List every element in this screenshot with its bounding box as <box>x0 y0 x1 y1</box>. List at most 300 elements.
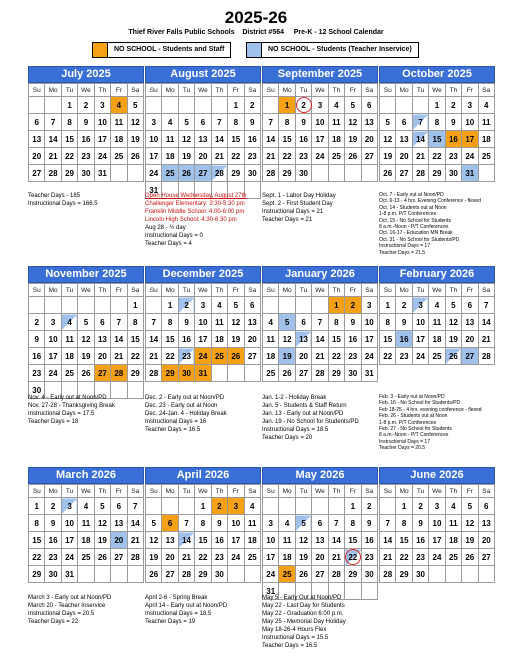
day-cell: 3 <box>228 498 244 515</box>
day-of-week-header: Fr <box>111 485 127 498</box>
day-cell: 8 <box>396 515 412 532</box>
day-cell: 17 <box>263 549 279 566</box>
day-cell: 2 <box>412 498 428 515</box>
month-title: November 2025 <box>28 266 144 283</box>
note-line: April 2-6 - Spring Break <box>145 595 208 601</box>
day-cell: 26 <box>94 549 110 566</box>
note-line: May 18-26-4 Hours Flex <box>262 627 327 633</box>
note-line: Feb. 27 - No School for Students <box>379 426 452 433</box>
note-line: Nov. 27-28 - Thanksgiving Break <box>28 403 115 409</box>
day-of-week-header: We <box>312 284 328 297</box>
day-cell: 3 <box>94 97 110 114</box>
empty-day-cell <box>295 498 311 515</box>
day-cell: 27 <box>312 566 328 583</box>
day-cell: 19 <box>228 331 244 348</box>
day-cell: 30 <box>412 566 428 583</box>
day-cell: 15 <box>127 331 143 348</box>
month-grid <box>262 484 378 600</box>
empty-day-cell <box>478 566 494 583</box>
day-of-week-header: Su <box>263 84 279 97</box>
day-cell: 2 <box>178 297 194 314</box>
day-cell: 8 <box>29 515 45 532</box>
month-grid <box>379 484 495 583</box>
empty-day-cell <box>361 165 377 182</box>
empty-day-cell <box>45 297 61 314</box>
month-notes <box>379 192 503 256</box>
day-cell: 15 <box>380 331 396 348</box>
day-of-week-header: Mo <box>279 485 295 498</box>
day-cell: 27 <box>396 165 412 182</box>
day-cell: 5 <box>78 314 94 331</box>
day-cell: 3 <box>45 314 61 331</box>
day-of-week-header: We <box>78 84 94 97</box>
day-cell: 11 <box>211 314 227 331</box>
day-of-week-header: Tu <box>412 84 428 97</box>
month-calendar <box>262 66 378 182</box>
day-cell: 15 <box>29 532 45 549</box>
note-line: Teacher Days = 21.5 <box>379 249 425 256</box>
day-cell: 14 <box>412 131 428 148</box>
day-cell: 24 <box>94 148 110 165</box>
day-of-week-header: Mo <box>45 485 61 498</box>
day-cell: 23 <box>345 348 361 365</box>
day-cell: 30 <box>244 165 260 182</box>
day-cell: 25 <box>429 348 445 365</box>
day-cell: 21 <box>111 348 127 365</box>
day-cell: 24 <box>361 348 377 365</box>
day-of-week-header: We <box>312 84 328 97</box>
day-cell: 3 <box>412 297 428 314</box>
day-cell: 22 <box>345 549 361 566</box>
day-cell: 27 <box>29 165 45 182</box>
day-cell: 19 <box>127 131 143 148</box>
note-line: Jan. 5 - Students & Staff Return <box>262 403 347 409</box>
day-cell: 24 <box>146 165 162 182</box>
day-cell: 1 <box>127 297 143 314</box>
day-cell: 4 <box>328 97 344 114</box>
month-calendar <box>145 66 261 199</box>
day-cell: 6 <box>29 114 45 131</box>
day-cell: 4 <box>263 314 279 331</box>
day-cell: 5 <box>127 97 143 114</box>
day-cell: 17 <box>429 532 445 549</box>
day-of-week-header: Mo <box>162 485 178 498</box>
day-cell: 7 <box>127 498 143 515</box>
day-cell: 22 <box>195 549 211 566</box>
day-cell: 6 <box>361 97 377 114</box>
day-cell: 16 <box>211 532 227 549</box>
day-cell: 29 <box>61 165 77 182</box>
note-line: 1-8 p.m. P/T Conferences <box>379 211 437 218</box>
month-grid <box>28 83 144 182</box>
legend-no-school-all <box>92 42 231 58</box>
empty-day-cell <box>178 498 194 515</box>
day-cell: 11 <box>478 114 494 131</box>
day-cell: 12 <box>445 314 461 331</box>
day-of-week-header: We <box>429 485 445 498</box>
day-cell: 16 <box>45 532 61 549</box>
day-cell: 4 <box>211 297 227 314</box>
day-cell: 8 <box>380 314 396 331</box>
day-of-week-header: Su <box>146 284 162 297</box>
month-notes <box>145 594 269 626</box>
day-cell: 23 <box>295 148 311 165</box>
day-cell: 17 <box>228 532 244 549</box>
day-cell: 28 <box>178 566 194 583</box>
day-cell: 14 <box>312 331 328 348</box>
empty-day-cell <box>228 566 244 583</box>
day-of-week-header: Th <box>94 485 110 498</box>
month-grid <box>28 283 144 399</box>
day-cell: 28 <box>328 566 344 583</box>
empty-day-cell <box>478 165 494 182</box>
day-cell: 26 <box>295 566 311 583</box>
day-cell: 2 <box>445 97 461 114</box>
day-cell: 26 <box>279 365 295 382</box>
day-cell: 1 <box>279 97 295 114</box>
day-cell: 6 <box>312 515 328 532</box>
day-cell: 14 <box>380 532 396 549</box>
day-cell: 29 <box>162 365 178 382</box>
day-cell: 1 <box>345 498 361 515</box>
day-cell: 16 <box>445 131 461 148</box>
day-cell: 10 <box>45 331 61 348</box>
day-cell: 14 <box>263 131 279 148</box>
day-of-week-header: Mo <box>396 485 412 498</box>
day-of-week-header: Sa <box>127 284 143 297</box>
day-cell: 18 <box>478 131 494 148</box>
note-line: Oct. 31 - No School for Students/PD <box>379 236 460 243</box>
day-cell: 9 <box>396 314 412 331</box>
month-calendar <box>28 266 144 399</box>
day-cell: 17 <box>312 131 328 148</box>
empty-day-cell <box>146 297 162 314</box>
note-line: Jan. 19 - No School for Students/PD <box>262 419 359 425</box>
day-cell: 28 <box>127 549 143 566</box>
day-cell: 15 <box>162 331 178 348</box>
day-cell: 16 <box>361 532 377 549</box>
month-notes <box>28 594 152 626</box>
day-cell: 18 <box>244 532 260 549</box>
day-cell: 23 <box>361 549 377 566</box>
day-cell: 10 <box>61 515 77 532</box>
note-line: Teacher Days = 20.5 <box>379 445 425 452</box>
day-cell: 9 <box>412 515 428 532</box>
day-cell: 13 <box>162 532 178 549</box>
day-cell: 7 <box>263 114 279 131</box>
day-cell: 4 <box>244 498 260 515</box>
calendar-name: Pre-K - 12 School Calendar <box>293 29 384 36</box>
day-of-week-header: Sa <box>361 485 377 498</box>
day-cell: 15 <box>429 131 445 148</box>
day-cell: 29 <box>127 365 143 382</box>
month-calendar <box>28 66 144 182</box>
day-cell: 25 <box>279 566 295 583</box>
day-cell: 12 <box>380 131 396 148</box>
empty-day-cell <box>328 498 344 515</box>
month-grid <box>262 83 378 182</box>
day-cell: 18 <box>279 549 295 566</box>
month-title: May 2026 <box>262 467 378 484</box>
day-cell: 5 <box>380 114 396 131</box>
day-cell: 1 <box>228 97 244 114</box>
note-line: 8 a.m.-Noon - P/T Conferences <box>379 224 449 231</box>
day-cell: 20 <box>462 331 478 348</box>
day-cell: 29 <box>328 365 344 382</box>
day-cell: 3 <box>361 297 377 314</box>
day-cell: 16 <box>412 532 428 549</box>
day-cell: 13 <box>244 314 260 331</box>
day-cell: 17 <box>412 331 428 348</box>
day-cell: 7 <box>111 314 127 331</box>
day-of-week-header: We <box>429 84 445 97</box>
day-cell: 14 <box>45 131 61 148</box>
empty-day-cell <box>195 97 211 114</box>
note-line: Oct. 7 - Early out at Noon/PD <box>379 192 444 198</box>
day-cell: 4 <box>478 97 494 114</box>
note-line: Open House Wednesday, August 27th <box>145 193 247 199</box>
day-cell: 24 <box>429 549 445 566</box>
day-cell: 19 <box>146 549 162 566</box>
empty-day-cell <box>396 97 412 114</box>
day-cell: 2 <box>29 314 45 331</box>
day-cell: 28 <box>111 365 127 382</box>
day-cell: 16 <box>29 348 45 365</box>
day-cell: 22 <box>396 549 412 566</box>
day-cell: 1 <box>396 498 412 515</box>
day-of-week-header: Th <box>445 485 461 498</box>
day-cell: 11 <box>78 515 94 532</box>
day-cell: 13 <box>396 131 412 148</box>
day-cell: 9 <box>361 515 377 532</box>
empty-day-cell <box>263 297 279 314</box>
day-cell: 15 <box>228 131 244 148</box>
day-of-week-header: Th <box>328 84 344 97</box>
day-cell: 29 <box>195 566 211 583</box>
day-of-week-header: Tu <box>295 485 311 498</box>
day-cell: 31 <box>263 583 279 600</box>
note-line: Instructional Days = 17.5 <box>28 411 95 417</box>
day-cell: 29 <box>345 566 361 583</box>
day-cell: 25 <box>328 148 344 165</box>
day-cell: 17 <box>61 532 77 549</box>
month-notes <box>262 192 386 224</box>
day-cell: 12 <box>127 114 143 131</box>
month-title: April 2026 <box>145 467 261 484</box>
empty-day-cell <box>312 297 328 314</box>
day-cell: 25 <box>263 365 279 382</box>
day-of-week-header: We <box>312 485 328 498</box>
day-cell: 21 <box>127 532 143 549</box>
day-of-week-header: Tu <box>61 84 77 97</box>
empty-day-cell <box>295 297 311 314</box>
day-cell: 30 <box>78 165 94 182</box>
day-cell: 27 <box>94 365 110 382</box>
day-cell: 1 <box>162 297 178 314</box>
day-cell: 20 <box>29 148 45 165</box>
note-line: Dec. 2 - Early out at Noon/PD <box>145 395 225 401</box>
day-cell: 30 <box>45 566 61 583</box>
month-title: August 2025 <box>145 66 261 83</box>
day-of-week-header: Sa <box>244 485 260 498</box>
legend-blue-swatch <box>247 43 262 57</box>
day-cell: 7 <box>412 114 428 131</box>
note-line: Instructional Days = 166.5 <box>28 201 98 207</box>
day-cell: 6 <box>111 498 127 515</box>
month-calendar <box>145 266 261 382</box>
day-cell: 12 <box>279 331 295 348</box>
empty-day-cell <box>312 498 328 515</box>
day-cell: 10 <box>412 314 428 331</box>
day-cell: 9 <box>244 114 260 131</box>
day-of-week-header: Th <box>211 284 227 297</box>
day-cell: 8 <box>127 314 143 331</box>
day-cell: 23 <box>244 148 260 165</box>
day-cell: 2 <box>211 498 227 515</box>
day-cell: 4 <box>78 498 94 515</box>
day-cell: 9 <box>45 515 61 532</box>
day-cell: 19 <box>445 331 461 348</box>
day-cell: 24 <box>412 348 428 365</box>
day-cell: 4 <box>279 515 295 532</box>
day-cell: 2 <box>244 97 260 114</box>
day-cell: 17 <box>462 131 478 148</box>
empty-day-cell <box>328 165 344 182</box>
day-of-week-header: Fr <box>345 284 361 297</box>
day-of-week-header: We <box>195 485 211 498</box>
day-cell: 18 <box>429 331 445 348</box>
day-cell: 1 <box>61 97 77 114</box>
month-grid <box>379 283 495 365</box>
day-cell: 18 <box>445 532 461 549</box>
day-cell: 11 <box>244 515 260 532</box>
day-cell: 9 <box>29 331 45 348</box>
day-cell: 29 <box>29 566 45 583</box>
day-of-week-header: Tu <box>61 485 77 498</box>
empty-day-cell <box>380 97 396 114</box>
day-cell: 25 <box>111 148 127 165</box>
day-of-week-header: Tu <box>178 84 194 97</box>
note-line: Teacher Days = 20 <box>262 435 313 441</box>
day-cell: 12 <box>345 114 361 131</box>
note-line: Oct. 16-17 - Education MN Break <box>379 230 453 237</box>
empty-day-cell <box>380 498 396 515</box>
note-line: Nov. 4 - Early out at Noon/PD <box>28 395 107 401</box>
day-cell: 22 <box>29 549 45 566</box>
day-cell: 25 <box>244 549 260 566</box>
day-cell: 30 <box>345 365 361 382</box>
month-calendar <box>262 467 378 600</box>
day-cell: 13 <box>361 114 377 131</box>
day-cell: 16 <box>178 331 194 348</box>
note-line: March 20 - Teacher Inservice <box>28 603 106 609</box>
note-line: Oct. 14 - Students out at Noon <box>379 204 447 211</box>
day-cell: 11 <box>429 314 445 331</box>
month-calendar <box>379 266 495 365</box>
day-of-week-header: We <box>78 284 94 297</box>
day-cell: 11 <box>328 114 344 131</box>
day-of-week-header: Fr <box>111 84 127 97</box>
day-cell: 14 <box>146 331 162 348</box>
day-of-week-header: Tu <box>412 485 428 498</box>
day-cell: 14 <box>211 131 227 148</box>
month-title: June 2026 <box>379 467 495 484</box>
day-cell: 4 <box>162 114 178 131</box>
day-cell: 5 <box>279 314 295 331</box>
note-line: Instructional Days = 18.5 <box>145 611 212 617</box>
empty-day-cell <box>111 165 127 182</box>
day-cell: 10 <box>146 131 162 148</box>
day-cell: 27 <box>361 148 377 165</box>
day-cell: 29 <box>279 165 295 182</box>
day-cell: 25 <box>78 549 94 566</box>
day-of-week-header: Su <box>146 485 162 498</box>
day-cell: 23 <box>45 549 61 566</box>
day-cell: 30 <box>211 566 227 583</box>
day-of-week-header: Sa <box>127 84 143 97</box>
note-line: Jan. 13 - Early out at Noon/PD <box>262 411 344 417</box>
month-calendar <box>379 467 495 583</box>
note-line: Teacher Days = 19 <box>145 619 196 625</box>
day-cell: 19 <box>78 348 94 365</box>
month-grid <box>145 83 261 199</box>
day-cell: 2 <box>295 97 311 114</box>
day-cell: 27 <box>244 348 260 365</box>
empty-day-cell <box>29 97 45 114</box>
empty-day-cell <box>345 165 361 182</box>
empty-day-cell <box>162 498 178 515</box>
day-cell: 15 <box>396 532 412 549</box>
day-cell: 5 <box>94 498 110 515</box>
day-cell: 9 <box>178 314 194 331</box>
day-cell: 7 <box>211 114 227 131</box>
day-cell: 31 <box>61 566 77 583</box>
day-cell: 26 <box>228 348 244 365</box>
day-cell: 4 <box>445 498 461 515</box>
day-cell: 31 <box>195 365 211 382</box>
empty-day-cell <box>412 97 428 114</box>
day-cell: 11 <box>279 532 295 549</box>
day-of-week-header: Su <box>380 284 396 297</box>
note-line: Instructional Days = 16 <box>145 419 207 425</box>
day-of-week-header: Mo <box>45 84 61 97</box>
day-cell: 2 <box>361 498 377 515</box>
note-line: Teacher Days = 16.5 <box>262 643 318 649</box>
day-cell: 27 <box>462 348 478 365</box>
empty-day-cell <box>312 165 328 182</box>
note-line: Teacher Days = 16.5 <box>145 427 201 433</box>
day-of-week-header: Sa <box>478 284 494 297</box>
day-cell: 20 <box>111 532 127 549</box>
day-of-week-header: Tu <box>412 284 428 297</box>
day-cell: 26 <box>78 365 94 382</box>
day-cell: 28 <box>412 165 428 182</box>
day-of-week-header: Fr <box>111 284 127 297</box>
note-line: Teacher Days = 18 <box>28 419 79 425</box>
day-cell: 1 <box>328 297 344 314</box>
day-cell: 13 <box>94 331 110 348</box>
day-of-week-header: Su <box>263 485 279 498</box>
day-cell: 16 <box>396 331 412 348</box>
day-cell: 27 <box>162 566 178 583</box>
empty-day-cell <box>211 365 227 382</box>
day-of-week-header: Mo <box>162 284 178 297</box>
note-line: Teacher Days - 185 <box>28 193 81 199</box>
empty-day-cell <box>263 498 279 515</box>
legend-no-school-students-label: NO SCHOOL - Students (Teacher Inservice) <box>268 46 412 53</box>
day-of-week-header: Fr <box>462 284 478 297</box>
day-of-week-header: Fr <box>345 84 361 97</box>
